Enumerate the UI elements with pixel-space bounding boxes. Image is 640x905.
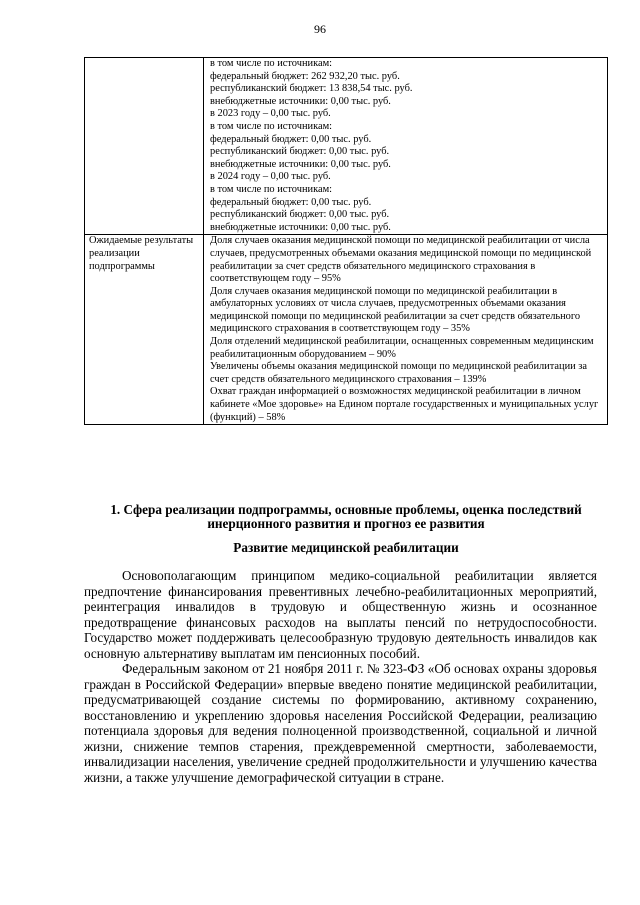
result-item: Доля случаев оказания медицинской помощи по медицинской реабилитации от числа случаев, предусмотренных объемами оказания медицинской помощи по медицинской реабилитации за счет средств обязательного медицинского страхования в соответствующем году – 95%	[210, 235, 592, 285]
result-item: Охват граждан информацией о возможностях медицинской реабилитации в личном кабинете «Мое здоровье» на Едином портале государственных и муниципальных услуг (функций) – 58%	[210, 386, 599, 423]
paragraph: Федеральным законом от 21 ноября 2011 г. № 323-ФЗ «Об основах охраны здоровья граждан в Российской Федерации» впервые введено понятие медицинской реабилитации, предусматривающей создание системы по формированию, активному сохранению, восстановлению и укреплению здоровья населения Российской Федерации, реализацию потенциала здоровья для ведения полноценной производственной, социальной и личной жизни, снижение темпов старения, преждевременной смертности, заболеваемости, инвалидизации населения, увеличение средней продолжительности и улучшению качества жизни, а также улучшение демографической ситуации в стране.	[84, 661, 597, 785]
funding-line: в 2024 году – 0,00 тыс. руб.	[210, 171, 331, 183]
expected-results-label: Ожидаемые результаты реализации подпрограммы	[85, 235, 204, 425]
funding-sources-cell	[204, 58, 608, 235]
table-row	[85, 58, 608, 235]
result-item: Увеличены объемы оказания медицинской помощи по медицинской реабилитации за счет средств обязательного медицинского страхования – 139%	[210, 361, 588, 385]
subsection-heading: Развитие медицинской реабилитации	[233, 540, 459, 555]
funding-line: федеральный бюджет: 0,00 тыс. руб.	[210, 133, 372, 145]
result-item: Доля случаев оказания медицинской помощи по медицинской реабилитации в амбулаторных условиях от числа случаев, предусмотренных объемами оказания медицинской помощи по медицинской реабилитации за счет средств обязательного медицинского страхования в соответствующем году – 35%	[210, 285, 581, 335]
funding-line: федеральный бюджет: 262 932,20 тыс. руб.	[210, 70, 400, 82]
funding-line: республиканский бюджет: 13 838,54 тыс. руб.	[210, 83, 413, 95]
funding-line: республиканский бюджет: 0,00 тыс. руб.	[210, 209, 390, 221]
funding-line: внебюджетные источники: 0,00 тыс. руб.	[210, 221, 391, 233]
body-text	[84, 568, 597, 785]
result-item: Доля отделений медицинской реабилитации, оснащенных современным медицинским реабилитационным оборудованием – 90%	[210, 336, 594, 360]
funding-line: внебюджетные источники: 0,00 тыс. руб.	[210, 158, 391, 170]
paragraph: Основополагающим принципом медико-социальной реабилитации является предпочтение финансирования превентивных лечебно-реабилитационных мероприятий, реинтеграция инвалидов в трудовую и общественную жизнь и осознанное предотвращение финансовых расходов на выплаты пенсий по нетрудоспособности. Государство может поддерживать целесообразную трудовую деятельность инвалидов как основную альтернативу выплатам им пенсионных пособий.	[84, 568, 597, 661]
funding-line: федеральный бюджет: 0,00 тыс. руб.	[210, 196, 372, 208]
funding-line: в том числе по источникам:	[210, 120, 333, 132]
funding-line: в том числе по источникам:	[210, 58, 333, 69]
funding-line: внебюджетные источники: 0,00 тыс. руб.	[210, 95, 391, 107]
funding-line: в 2023 году – 0,00 тыс. руб.	[210, 108, 331, 120]
page-number: 96	[314, 22, 326, 36]
expected-results-cell	[204, 235, 608, 425]
table-label-cell	[85, 58, 204, 235]
subprogram-passport-table	[84, 57, 608, 425]
section-heading: 1. Сфера реализации подпрограммы, основные проблемы, оценка последствий инерционного развития и прогноз ее развития	[110, 502, 582, 531]
funding-line: республиканский бюджет: 0,00 тыс. руб.	[210, 146, 390, 158]
funding-line: в том числе по источникам:	[210, 183, 333, 195]
table-row	[85, 235, 608, 425]
